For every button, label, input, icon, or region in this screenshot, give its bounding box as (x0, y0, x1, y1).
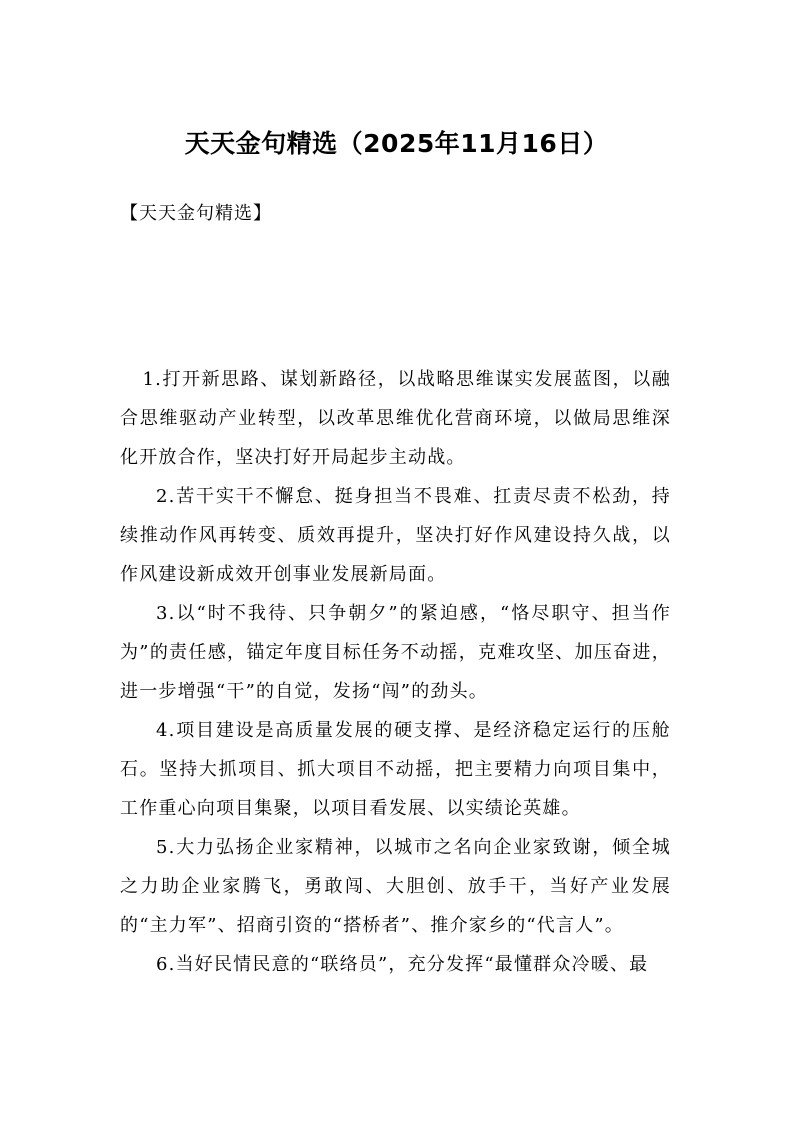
document-title: 天天金句精选（2025年11月16日） (184, 129, 609, 158)
paragraph: 3.以“时不我待、只争朝夕”的紧迫感，“恪尽职守、担当作为”的责任感，锚定年度目标任务不动摇，克难攻坚、加压奋进，进一步增强“干”的自觉，发扬“闯”的劲头。 (120, 603, 671, 702)
paragraph: 4.项目建设是高质量发展的硬支撑、是经济稳定运行的压舱石。坚持大抓项目、抓大项目不动摇，把主要精力向项目集中，工作重心向项目集聚，以项目看发展、以实绩论英雄。 (120, 720, 671, 819)
paragraph: 6.当好民情民意的“联络员”，充分发挥“最懂群众冷暖、最 (156, 954, 649, 975)
paragraph: 5.大力弘扬企业家精神，以城市之名向企业家致谢，倾全城之力助企业家腾飞，勇敢闯、大胆创、放手干，当好产业发展的“主力军”、招商引资的“搭桥者”、推介家乡的“代言人”。 (120, 837, 671, 936)
document-body (120, 360, 671, 984)
paragraph: 1.打开新思路、谋划新路径，以战略思维谋实发展蓝图，以融合思维驱动产业转型，以改革思维优化营商环境，以做局思维深化开放合作，坚决打好开局起步主动战。 (120, 369, 671, 468)
section-label: 【天天金句精选】 (120, 203, 272, 224)
paragraph: 2.苦干实干不懈怠、挺身担当不畏难、扛责尽责不松劲，持续推动作风再转变、质效再提升，坚决打好作风建设持久战，以作风建设新成效开创事业发展新局面。 (120, 486, 671, 585)
